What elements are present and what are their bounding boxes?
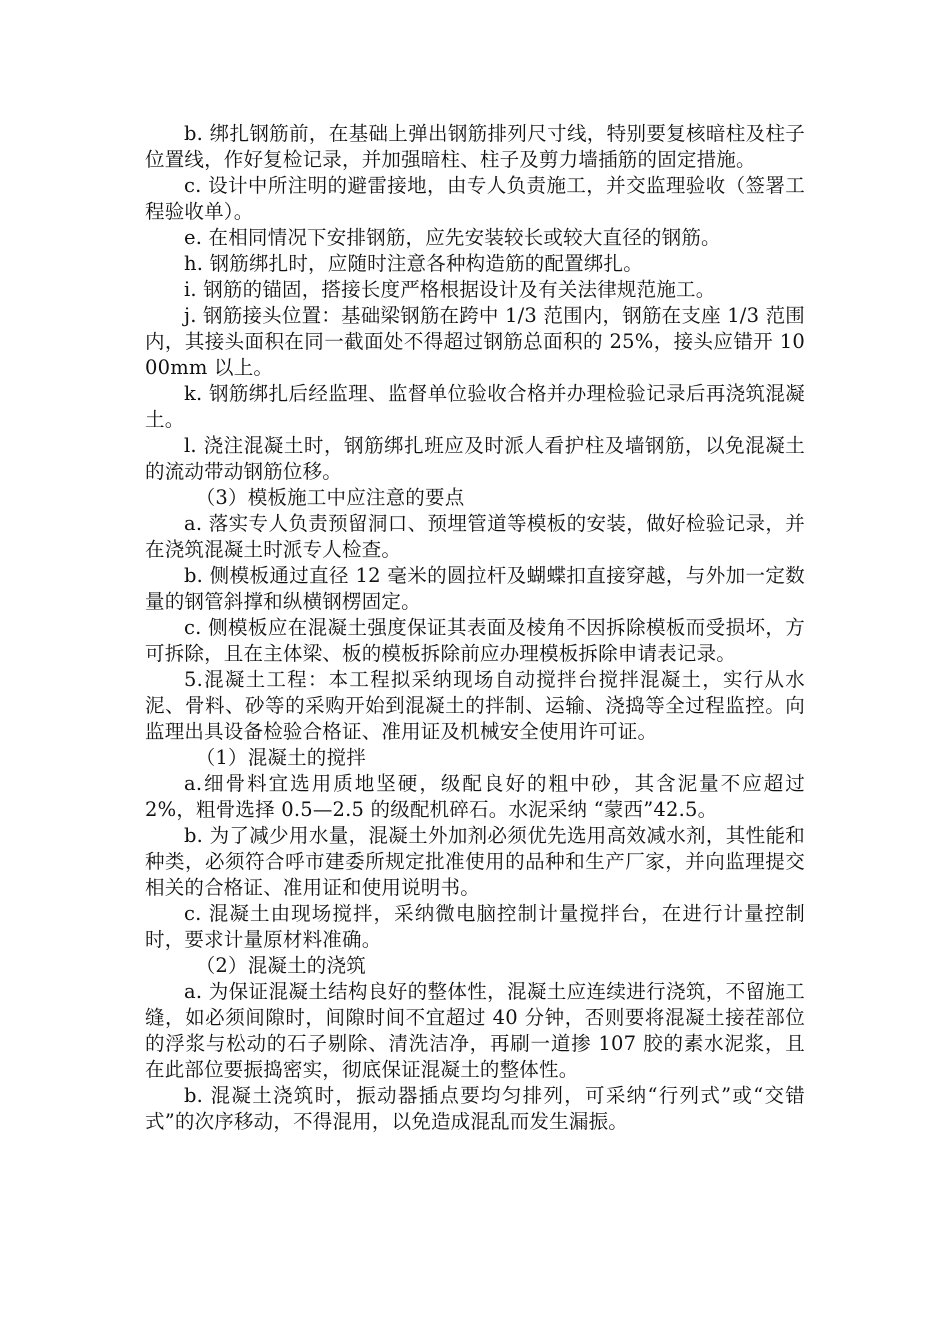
paragraph-rebar-b: b. 绑扎钢筋前，在基础上弹出钢筋排列尺寸线，特别要复核暗柱及柱子位置线，作好复检记录，并加强暗柱、柱子及剪力墙插筋的固定措施。	[145, 122, 805, 171]
paragraph-mixing-b: b. 为了减少用水量，混凝土外加剂必须优先选用高效减水剂，其性能和种类，必须符合呼市建委所规定批准使用的品种和生产厂家，并向监理提交相关的合格证、准用证和使用说明书。	[145, 824, 805, 899]
paragraph-mixing-c: c. 混凝土由现场搅拌，采纳微电脑控制计量搅拌台，在进行计量控制时，要求计量原材料准确。	[145, 902, 805, 951]
paragraph-formwork-c: c. 侧模板应在混凝土强度保证其表面及棱角不因拆除模板而受损坏，方可拆除，且在主体梁、板的模板拆除前应办理模板拆除申请表记录。	[145, 616, 805, 665]
section-heading-pouring: （2）混凝土的浇筑	[195, 954, 366, 977]
paragraph-pouring-b: b. 混凝土浇筑时，振动器插点要均匀排列，可采纳“行列式”或“交错式”的次序移动，不得混用，以免造成混乱而发生漏振。	[145, 1084, 805, 1133]
paragraph-concrete-intro: 5.混凝土工程：本工程拟采纳现场自动搅拌台搅拌混凝土，实行从水泥、骨料、砂等的采购开始到混凝土的拌制、运输、浇捣等全过程监控。向监理出具设备检验合格证、准用证及机械安全使用许可证。	[145, 668, 805, 743]
paragraph-rebar-i: i. 钢筋的锚固，搭接长度严格根据设计及有关法律规范施工。	[184, 278, 716, 301]
paragraph-rebar-c: c. 设计中所注明的避雷接地，由专人负责施工，并交监理验收（签署工程验收单）。	[145, 174, 805, 223]
paragraph-rebar-h: h. 钢筋绑扎时，应随时注意各种构造筋的配置绑扎。	[184, 252, 643, 275]
paragraph-mixing-a: a.细骨料宜选用质地坚硬，级配良好的粗中砂，其含泥量不应超过 2%，粗骨选择 0.5—2.5 的级配机碎石。水泥采纳 “蒙西”42.5。	[145, 772, 805, 821]
document-body	[145, 121, 805, 1135]
paragraph-rebar-l: l. 浇注混凝土时，钢筋绑扎班应及时派人看护柱及墙钢筋，以免混凝土的流动带动钢筋位移。	[145, 434, 805, 483]
paragraph-rebar-j: j. 钢筋接头位置：基础梁钢筋在跨中 1/3 范围内，钢筋在支座 1/3 范围内，其接头面积在同一截面处不得超过钢筋总面积的 25%，接头应错开 1000mm 以上。	[145, 304, 805, 379]
paragraph-rebar-e: e. 在相同情况下安排钢筋，应先安装较长或较大直径的钢筋。	[184, 226, 721, 249]
paragraph-pouring-a: a. 为保证混凝土结构良好的整体性，混凝土应连续进行浇筑，不留施工缝，如必须间隙时，间隙时间不宜超过 40 分钟，否则要将混凝土接茬部位的浮浆与松动的石子剔除、清洗洁净，再刷一道掺 107 胶的素水泥浆，且在此部位要振捣密实，彻底保证混凝土的整体性。	[145, 980, 805, 1081]
section-heading-mixing: （1）混凝土的搅拌	[195, 746, 366, 769]
paragraph-formwork-b: b. 侧模板通过直径 12 毫米的圆拉杆及蝴蝶扣直接穿越，与外加一定数量的钢管斜撑和纵横钢楞固定。	[145, 564, 805, 613]
section-heading-formwork: （3）模板施工中应注意的要点	[195, 486, 465, 509]
paragraph-rebar-k: k. 钢筋绑扎后经监理、监督单位验收合格并办理检验记录后再浇筑混凝土。	[145, 382, 805, 431]
paragraph-formwork-a: a. 落实专人负责预留洞口、预埋管道等模板的安装，做好检验记录，并在浇筑混凝土时派专人检查。	[145, 512, 805, 561]
